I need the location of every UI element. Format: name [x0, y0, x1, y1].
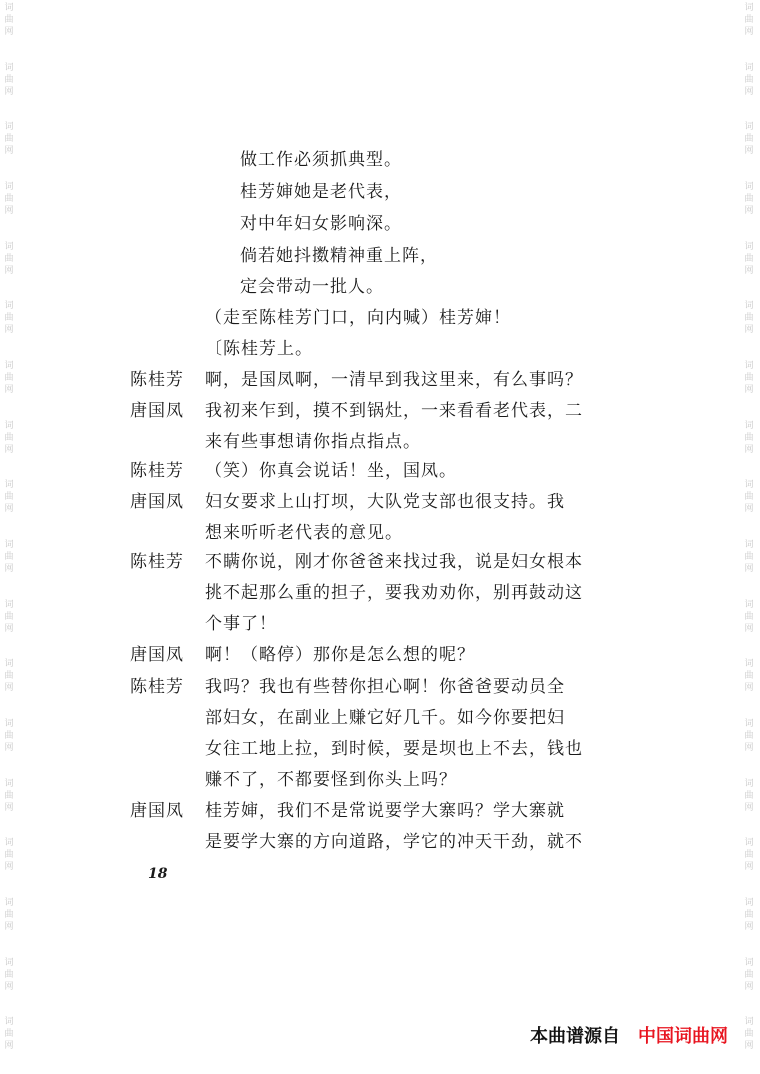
watermark: [4, 418, 13, 478]
watermark-char: 曲: [4, 253, 14, 264]
speech-line: 来有些事想请你指点指点。: [205, 432, 421, 452]
watermark-char: 网: [4, 146, 14, 157]
watermark-char: 词: [4, 957, 14, 968]
watermark-char: 词: [744, 599, 754, 610]
watermark-char: 网: [744, 564, 754, 575]
watermark: [4, 298, 13, 358]
speech-text: [205, 672, 585, 796]
watermark-char: 曲: [4, 552, 14, 563]
watermark-char: 词: [744, 361, 754, 372]
speech-text: [205, 640, 585, 671]
watermark-char: 词: [4, 480, 14, 491]
verse-line: 对中年妇女影响深。: [240, 214, 402, 234]
watermark-char: 网: [4, 325, 14, 336]
watermark: [744, 60, 753, 120]
watermark-char: 网: [4, 683, 14, 694]
watermark-char: 曲: [4, 313, 14, 324]
watermark-char: 网: [4, 743, 14, 754]
watermark-char: 曲: [4, 731, 14, 742]
page-number: 18: [148, 866, 168, 882]
watermark-char: 曲: [744, 492, 754, 503]
watermark-char: 曲: [744, 552, 754, 563]
watermark-char: 网: [744, 981, 754, 992]
watermark: [4, 955, 13, 1015]
speaker-name: 唐国凤: [130, 645, 184, 665]
watermark-char: 曲: [4, 74, 14, 85]
speaker-name: 陈桂芳: [130, 677, 184, 697]
watermark: [744, 656, 753, 716]
watermark-char: 曲: [4, 850, 14, 861]
verse-line: 倘若她抖擞精神重上阵，: [240, 246, 438, 266]
watermark: [744, 537, 753, 597]
watermark-char: 词: [4, 62, 14, 73]
speaker-name: 唐国凤: [130, 401, 184, 421]
watermark-char: 网: [744, 385, 754, 396]
watermark-char: 曲: [4, 373, 14, 384]
watermark: [744, 119, 753, 179]
watermark-char: 曲: [4, 969, 14, 980]
speech-line: 个事了！: [205, 614, 277, 634]
watermark: [744, 955, 753, 1015]
watermark-char: 词: [4, 3, 14, 13]
watermark-char: 曲: [4, 1029, 14, 1040]
speech-line: 想来听听老代表的意见。: [205, 523, 403, 543]
watermark-char: 网: [4, 385, 14, 396]
watermark: [4, 0, 13, 60]
watermark-char: 网: [744, 862, 754, 873]
watermark-char: 网: [4, 802, 14, 813]
watermark-char: 网: [744, 504, 754, 515]
watermark-char: 曲: [4, 194, 14, 205]
watermark-char: 网: [4, 981, 14, 992]
watermark-char: 词: [744, 62, 754, 73]
watermark-char: 曲: [744, 910, 754, 921]
watermark-char: 曲: [744, 671, 754, 682]
watermark-char: 词: [744, 301, 754, 312]
watermark-char: 网: [744, 265, 754, 276]
watermark-char: 网: [744, 146, 754, 157]
watermark-char: 词: [4, 241, 14, 252]
speech-line: 女往工地上拉，到时候，要是坝也上不去，钱也: [205, 739, 583, 759]
watermark-char: 词: [4, 599, 14, 610]
speech-text: [205, 365, 585, 396]
watermark-char: 曲: [4, 134, 14, 145]
watermark-char: 网: [4, 564, 14, 575]
watermark-char: 曲: [744, 373, 754, 384]
watermark-char: 曲: [744, 611, 754, 622]
watermark-char: 网: [744, 922, 754, 933]
speech-text: [205, 547, 585, 640]
watermark-char: 曲: [744, 134, 754, 145]
watermark: [744, 597, 753, 657]
speech-line: 挑不起那么重的担子，要我劝劝你，别再鼓动这: [205, 583, 583, 603]
watermark-char: 词: [744, 241, 754, 252]
watermark-char: 曲: [744, 969, 754, 980]
watermark-char: 词: [744, 540, 754, 551]
speaker-name: 唐国凤: [130, 492, 184, 512]
watermark-char: 网: [4, 862, 14, 873]
speech-line: 是要学大寨的方向道路，学它的冲天干劲，就不: [205, 832, 583, 852]
watermark-char: 网: [4, 206, 14, 217]
watermark-column-right: [742, 0, 756, 1074]
watermark-char: 网: [744, 802, 754, 813]
watermark-char: 网: [744, 27, 754, 37]
watermark: [4, 597, 13, 657]
watermark: [744, 776, 753, 836]
watermark-char: 词: [744, 480, 754, 491]
watermark-char: 曲: [744, 432, 754, 443]
watermark-char: 网: [4, 504, 14, 515]
watermark-char: 词: [4, 361, 14, 372]
speech-line: 我吗？我也有些替你担心啊！你爸爸要动员全: [205, 677, 565, 697]
speech-line: 赚不了，不都要怪到你头上吗？: [205, 770, 457, 790]
watermark-char: 网: [4, 922, 14, 933]
source-attribution: [530, 1022, 728, 1048]
verse-line: 定会带动一批人。: [240, 277, 384, 297]
speech-text: [205, 796, 585, 858]
watermark: [4, 239, 13, 299]
watermark-char: 网: [744, 743, 754, 754]
watermark-char: 词: [4, 719, 14, 730]
watermark: [744, 358, 753, 418]
speech-line: （笑）你真会说话！坐，国凤。: [205, 461, 457, 481]
speech-line: 不瞒你说，刚才你爸爸来找过我，说是妇女根本: [205, 552, 583, 572]
watermark: [744, 895, 753, 955]
watermark-char: 网: [744, 206, 754, 217]
speech-line: 部妇女，在副业上赚它好几千。如今你要把妇: [205, 708, 565, 728]
watermark-char: 网: [744, 683, 754, 694]
watermark: [4, 835, 13, 895]
watermark-char: 曲: [744, 194, 754, 205]
speaker-name: 陈桂芳: [130, 370, 184, 390]
watermark-char: 曲: [4, 790, 14, 801]
watermark-char: 词: [4, 122, 14, 133]
watermark-char: 网: [4, 265, 14, 276]
watermark-char: 曲: [744, 313, 754, 324]
watermark: [744, 239, 753, 299]
watermark-char: 网: [4, 27, 14, 37]
watermark-char: 词: [4, 778, 14, 789]
watermark: [4, 358, 13, 418]
stage-direction: 〔陈桂芳上。: [205, 339, 313, 359]
watermark: [4, 537, 13, 597]
watermark-char: 词: [744, 659, 754, 670]
watermark-char: 曲: [744, 731, 754, 742]
watermark-char: 曲: [744, 253, 754, 264]
watermark-char: 网: [4, 623, 14, 634]
watermark-char: 词: [744, 957, 754, 968]
watermark-char: 网: [744, 623, 754, 634]
watermark: [4, 60, 13, 120]
watermark-char: 曲: [744, 15, 754, 25]
watermark-char: 词: [744, 3, 754, 13]
watermark: [744, 298, 753, 358]
site-name-link[interactable]: 中国词曲网: [638, 1026, 728, 1047]
watermark-char: 曲: [744, 74, 754, 85]
watermark-char: 曲: [4, 910, 14, 921]
speech-line: 啊，是国凤啊，一清早到我这里来，有么事吗？: [205, 370, 583, 390]
watermark-char: 曲: [4, 671, 14, 682]
watermark-char: 词: [4, 838, 14, 849]
watermark-char: 词: [4, 1017, 14, 1028]
watermark-char: 词: [744, 719, 754, 730]
watermark-char: 词: [744, 182, 754, 193]
watermark: [4, 656, 13, 716]
verse-line: 做工作必须抓典型。: [240, 150, 402, 170]
watermark: [744, 716, 753, 776]
watermark-char: 曲: [4, 15, 14, 25]
watermark-char: 词: [4, 659, 14, 670]
speaker-name: 陈桂芳: [130, 461, 184, 481]
watermark-char: 词: [744, 122, 754, 133]
watermark-char: 词: [4, 420, 14, 431]
source-label: 本曲谱源自: [530, 1026, 620, 1047]
watermark: [4, 119, 13, 179]
watermark-char: 曲: [4, 492, 14, 503]
watermark: [744, 1014, 753, 1074]
watermark-char: 词: [4, 898, 14, 909]
watermark-char: 词: [4, 182, 14, 193]
watermark-char: 曲: [4, 432, 14, 443]
watermark-char: 网: [4, 86, 14, 97]
watermark-char: 网: [744, 444, 754, 455]
watermark-char: 词: [744, 420, 754, 431]
watermark-char: 曲: [744, 1029, 754, 1040]
speech-line: 啊！（略停）那你是怎么想的呢？: [205, 645, 475, 665]
speaker-name: 唐国凤: [130, 801, 184, 821]
watermark: [744, 179, 753, 239]
watermark-char: 网: [744, 1041, 754, 1052]
verse-line: 桂芳婶她是老代表，: [240, 182, 402, 202]
watermark: [4, 477, 13, 537]
watermark-char: 网: [4, 1041, 14, 1052]
watermark: [4, 1014, 13, 1074]
watermark-char: 词: [4, 301, 14, 312]
watermark: [744, 0, 753, 60]
watermark: [4, 179, 13, 239]
watermark: [744, 418, 753, 478]
speech-line: 妇女要求上山打坝，大队党支部也很支持。我: [205, 492, 565, 512]
watermark-char: 词: [744, 778, 754, 789]
watermark-char: 网: [744, 86, 754, 97]
speaker-name: 陈桂芳: [130, 552, 184, 572]
watermark-column-left: [2, 0, 16, 1074]
watermark: [4, 776, 13, 836]
watermark-char: 曲: [744, 850, 754, 861]
watermark: [4, 716, 13, 776]
watermark-char: 网: [4, 444, 14, 455]
speech-line: 我初来乍到，摸不到锅灶，一来看看老代表，二: [205, 401, 583, 421]
watermark-char: 网: [744, 325, 754, 336]
watermark-char: 词: [744, 838, 754, 849]
watermark: [4, 895, 13, 955]
speech-text: [205, 487, 585, 549]
watermark-char: 词: [744, 898, 754, 909]
watermark-char: 词: [744, 1017, 754, 1028]
speech-text: [205, 456, 585, 487]
watermark-char: 词: [4, 540, 14, 551]
watermark: [744, 477, 753, 537]
watermark-char: 曲: [4, 611, 14, 622]
speech-text: [205, 396, 585, 458]
watermark-char: 曲: [744, 790, 754, 801]
speech-line: 桂芳婶，我们不是常说要学大寨吗？学大寨就: [205, 801, 565, 821]
stage-direction: （走至陈桂芳门口，向内喊）桂芳婶！: [205, 308, 511, 328]
watermark: [744, 835, 753, 895]
